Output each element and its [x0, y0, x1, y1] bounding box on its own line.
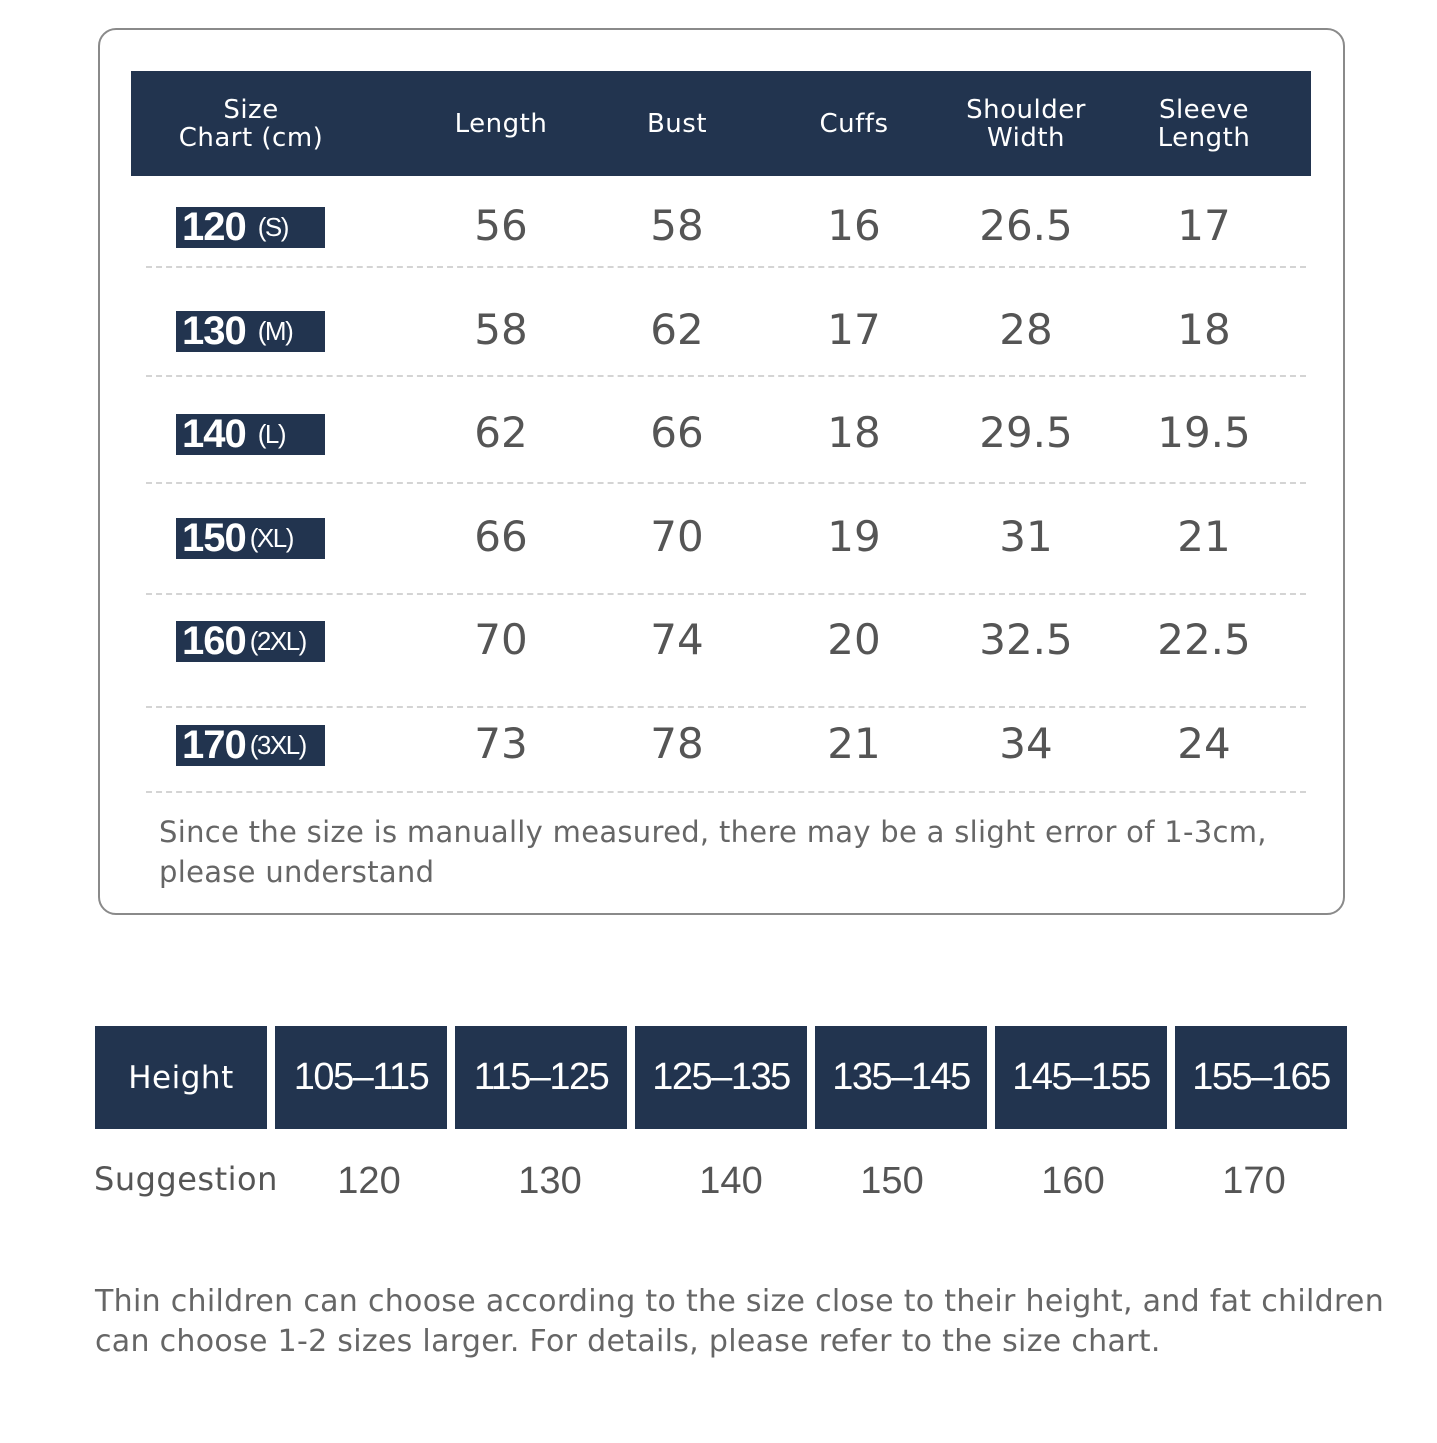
height-range: 135–145	[815, 1026, 987, 1129]
header-length: Length	[454, 108, 548, 139]
cell-cuffs: 18	[827, 408, 881, 457]
cell-length: 70	[474, 615, 528, 664]
table-row	[131, 201, 1311, 267]
size-badge	[176, 207, 325, 248]
cell-cuffs: 21	[827, 719, 881, 768]
cell-bust: 78	[650, 719, 704, 768]
cell-length: 56	[474, 201, 528, 250]
size-badge	[176, 621, 325, 662]
cell-sleeve-length: 17	[1177, 201, 1231, 250]
height-range: 155–165	[1175, 1026, 1347, 1129]
height-range: 115–125	[455, 1026, 627, 1129]
table-row	[131, 615, 1311, 681]
cell-sleeve-length: 21	[1177, 512, 1231, 561]
cell-bust: 62	[650, 305, 704, 354]
cell-length: 66	[474, 512, 528, 561]
header-shoulder-width: Shoulder Width	[966, 94, 1086, 153]
size-label: (M)	[257, 316, 293, 346]
suggestion-value: 130	[518, 1160, 582, 1202]
cell-cuffs: 20	[827, 615, 881, 664]
cell-shoulder-width: 29.5	[979, 408, 1073, 457]
header-size-chart: Size Chart (cm)	[178, 94, 324, 153]
table-row	[131, 305, 1311, 371]
size-height: 160	[182, 619, 246, 663]
size-height: 170	[182, 723, 246, 767]
row-divider	[146, 482, 1306, 484]
cell-bust: 70	[650, 512, 704, 561]
header-sleeve-length: Sleeve Length	[1157, 94, 1251, 153]
row-divider	[146, 791, 1306, 793]
size-label: (L)	[257, 419, 286, 449]
cell-bust: 58	[650, 201, 704, 250]
cell-sleeve-length: 22.5	[1157, 615, 1251, 664]
table-row	[131, 408, 1311, 474]
cell-length: 73	[474, 719, 528, 768]
suggestion-value: 120	[337, 1160, 401, 1202]
row-divider	[146, 266, 1306, 268]
size-height: 130	[182, 309, 246, 353]
header-cuffs: Cuffs	[819, 108, 889, 139]
cell-shoulder-width: 28	[999, 305, 1053, 354]
size-badge	[176, 725, 325, 766]
size-label: (S)	[257, 212, 288, 242]
cell-cuffs: 16	[827, 201, 881, 250]
header-bust: Bust	[646, 108, 708, 139]
table-row	[131, 512, 1311, 578]
cell-sleeve-length: 24	[1177, 719, 1231, 768]
cell-cuffs: 19	[827, 512, 881, 561]
cell-bust: 74	[650, 615, 704, 664]
height-label: Height	[95, 1026, 267, 1129]
row-divider	[146, 706, 1306, 708]
height-range: 145–155	[995, 1026, 1167, 1129]
cell-length: 58	[474, 305, 528, 354]
suggestion-value: 170	[1222, 1160, 1286, 1202]
size-badge	[176, 311, 325, 352]
size-height: 120	[182, 205, 246, 249]
size-label: (XL)	[249, 523, 293, 553]
suggestion-value: 140	[699, 1160, 763, 1202]
size-height: 140	[182, 412, 246, 456]
height-range: 105–115	[275, 1026, 447, 1129]
size-chart-header	[131, 71, 1311, 176]
size-label: (3XL)	[249, 730, 306, 760]
cell-shoulder-width: 34	[999, 719, 1053, 768]
size-height: 150	[182, 516, 246, 560]
cell-length: 62	[474, 408, 528, 457]
size-label: (2XL)	[249, 626, 306, 656]
cell-bust: 66	[650, 408, 704, 457]
suggestion-label: Suggestion	[94, 1160, 278, 1198]
row-divider	[146, 593, 1306, 595]
size-badge	[176, 518, 325, 559]
cell-shoulder-width: 31	[999, 512, 1053, 561]
suggestion-value: 160	[1041, 1160, 1105, 1202]
footer-note: Thin children can choose according to the size close to their height, and fat children can choose 1-2 sizes larger. For details, please refer to the size chart.	[95, 1284, 1385, 1359]
cell-shoulder-width: 32.5	[979, 615, 1073, 664]
measurement-note: Since the size is manually measured, there may be a slight error of 1-3cm, please understand	[159, 815, 1267, 889]
height-range: 125–135	[635, 1026, 807, 1129]
table-row	[131, 719, 1311, 785]
row-divider	[146, 375, 1306, 377]
cell-sleeve-length: 19.5	[1157, 408, 1251, 457]
suggestion-value: 150	[860, 1160, 924, 1202]
size-badge	[176, 414, 325, 455]
cell-shoulder-width: 26.5	[979, 201, 1073, 250]
cell-sleeve-length: 18	[1177, 305, 1231, 354]
cell-cuffs: 17	[827, 305, 881, 354]
